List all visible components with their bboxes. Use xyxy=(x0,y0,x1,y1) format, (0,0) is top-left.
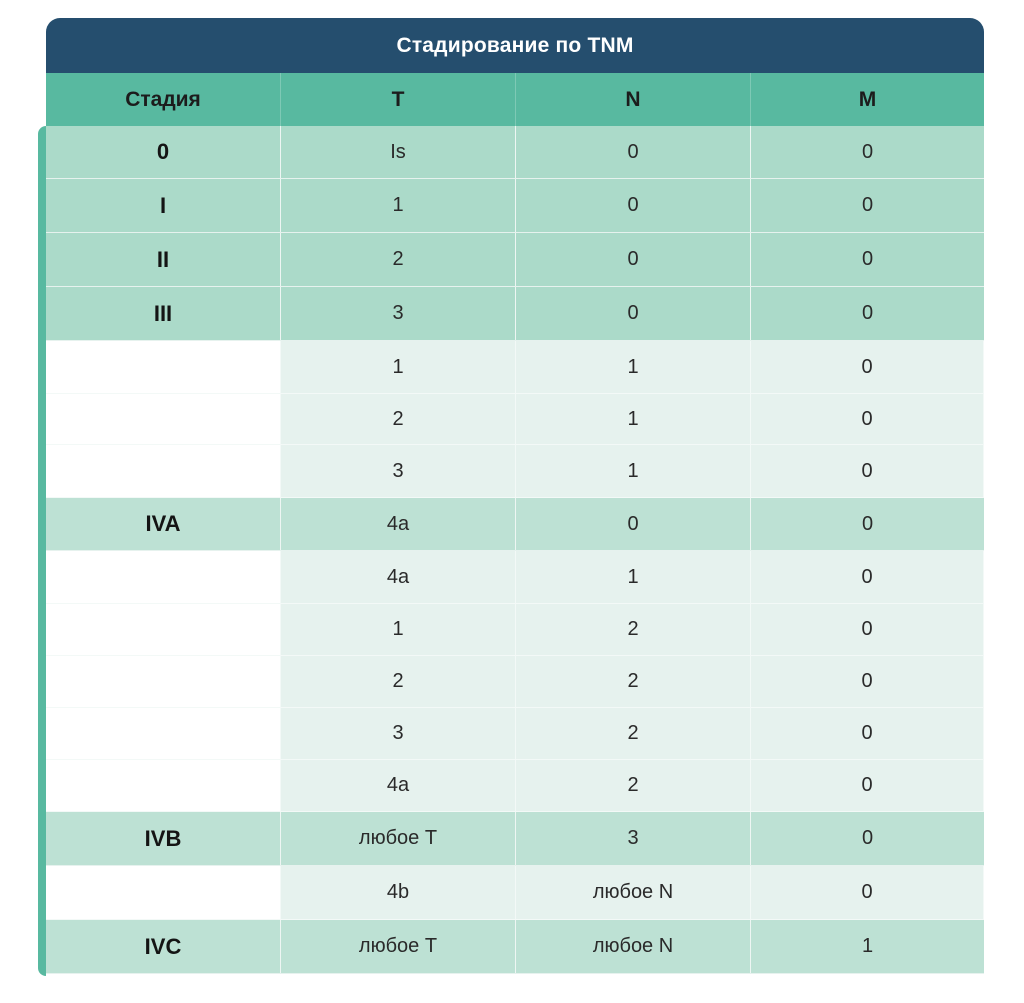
cell-t: 4a xyxy=(281,760,516,811)
cell-stage xyxy=(46,551,281,603)
table-row xyxy=(46,341,984,394)
table-row xyxy=(46,498,984,551)
cell-t: 2 xyxy=(281,656,516,707)
cell-stage: IVC xyxy=(46,920,281,973)
cell-stage xyxy=(46,445,281,497)
table-row xyxy=(46,656,984,708)
cell-stage xyxy=(46,708,281,759)
cell-m: 0 xyxy=(751,760,984,811)
table-header-row xyxy=(46,73,984,126)
table-body xyxy=(38,126,984,974)
cell-m: 0 xyxy=(751,341,984,393)
cell-t: 2 xyxy=(281,233,516,286)
cell-stage: IVB xyxy=(46,812,281,865)
cell-m: 0 xyxy=(751,708,984,759)
cell-t: 1 xyxy=(281,341,516,393)
cell-stage: 0 xyxy=(46,126,281,178)
cell-m: 0 xyxy=(751,866,984,919)
cell-n: 0 xyxy=(516,287,751,340)
table-title: Стадирование по TNM xyxy=(46,18,984,73)
cell-t: 2 xyxy=(281,394,516,444)
cell-t: 3 xyxy=(281,708,516,759)
cell-stage: IVA xyxy=(46,498,281,550)
header-t: T xyxy=(281,73,516,126)
cell-n: 0 xyxy=(516,126,751,178)
header-stage: Стадия xyxy=(46,73,281,126)
table-row xyxy=(46,445,984,498)
cell-t: 4b xyxy=(281,866,516,919)
cell-stage xyxy=(46,866,281,919)
cell-stage: III xyxy=(46,287,281,340)
table-row xyxy=(46,179,984,233)
header-m: M xyxy=(858,87,877,111)
cell-t: 4a xyxy=(281,498,516,550)
left-accent-bar xyxy=(38,126,46,976)
cell-stage: I xyxy=(46,179,281,232)
cell-m: 0 xyxy=(751,394,984,444)
cell-n: 2 xyxy=(516,760,751,811)
cell-m: 1 xyxy=(861,935,874,957)
cell-t: любое T xyxy=(281,812,516,865)
table-row xyxy=(46,287,984,341)
cell-stage xyxy=(46,604,281,655)
table-row xyxy=(46,920,984,974)
cell-m: 0 xyxy=(751,445,984,497)
table-row xyxy=(46,604,984,656)
cell-m: 0 xyxy=(861,512,874,535)
table-row xyxy=(46,866,984,920)
cell-m: 0 xyxy=(861,248,874,270)
cell-n: любое N xyxy=(516,920,751,973)
cell-n: 1 xyxy=(516,341,751,393)
cell-m: 0 xyxy=(861,194,874,216)
cell-t: Is xyxy=(281,126,516,178)
cell-t: любое T xyxy=(281,920,516,973)
header-n: N xyxy=(516,73,751,126)
cell-t: 4a xyxy=(281,551,516,603)
cell-m: 0 xyxy=(751,551,984,603)
tnm-staging-table xyxy=(38,18,984,974)
cell-t: 1 xyxy=(281,179,516,232)
cell-n: 2 xyxy=(516,604,751,655)
cell-t: 3 xyxy=(281,445,516,497)
table-row xyxy=(46,708,984,760)
cell-m: 0 xyxy=(861,827,874,849)
cell-n: 0 xyxy=(516,179,751,232)
cell-n: 2 xyxy=(516,656,751,707)
cell-stage: II xyxy=(46,233,281,286)
table-row xyxy=(46,760,984,812)
table-row xyxy=(46,394,984,445)
table-row xyxy=(46,233,984,287)
cell-n: 2 xyxy=(516,708,751,759)
table-row xyxy=(46,126,984,179)
cell-stage xyxy=(46,760,281,811)
cell-n: 0 xyxy=(516,233,751,286)
table-row xyxy=(46,812,984,866)
cell-n: любое N xyxy=(516,866,751,919)
cell-t: 3 xyxy=(281,287,516,340)
table-row xyxy=(46,551,984,604)
cell-stage xyxy=(46,656,281,707)
cell-stage xyxy=(46,341,281,393)
cell-t: 1 xyxy=(281,604,516,655)
cell-n: 3 xyxy=(516,812,751,865)
cell-n: 1 xyxy=(516,394,751,444)
cell-stage xyxy=(46,394,281,444)
cell-n: 0 xyxy=(516,498,751,550)
cell-n: 1 xyxy=(516,445,751,497)
cell-m: 0 xyxy=(751,656,984,707)
cell-m: 0 xyxy=(861,302,874,324)
cell-n: 1 xyxy=(516,551,751,603)
cell-m: 0 xyxy=(751,604,984,655)
cell-m: 0 xyxy=(861,140,874,163)
